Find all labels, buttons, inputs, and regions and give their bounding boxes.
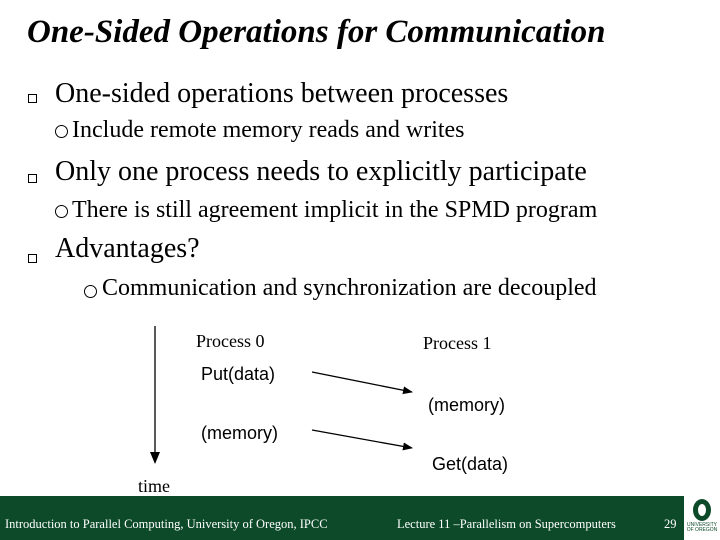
bullet-3: Advantages? bbox=[55, 233, 200, 264]
logo-text: UNIVERSITY OF OREGON bbox=[686, 522, 718, 533]
time-arrowhead-icon bbox=[150, 452, 160, 464]
slide-title: One-Sided Operations for Communication bbox=[27, 14, 606, 50]
get-arrow bbox=[312, 430, 412, 448]
bullet-1: One-sided operations between processes bbox=[55, 78, 509, 109]
bullet-2: Only one process needs to explicitly participate bbox=[55, 156, 587, 187]
sub-bullet-3: Communication and synchronization are decoupled bbox=[102, 275, 597, 301]
put-label: Put(data) bbox=[201, 364, 276, 384]
process-0-label: Process 0 bbox=[196, 331, 265, 351]
get-label: Get(data) bbox=[432, 454, 509, 474]
process-1-label: Process 1 bbox=[423, 333, 492, 353]
put-arrow bbox=[312, 372, 412, 392]
sub-bullet-2: There is still agreement implicit in the SPMD program bbox=[72, 197, 598, 223]
sub-bullet-1: Include remote memory reads and writes bbox=[72, 117, 465, 143]
footer-lecture: Lecture 11 –Parallelism on Supercomputers bbox=[397, 517, 616, 531]
footer-course: Introduction to Parallel Computing, University of Oregon, IPCC bbox=[5, 517, 328, 531]
oregon-o-icon bbox=[693, 499, 711, 521]
memory-right-label: (memory) bbox=[428, 395, 505, 415]
time-label: time bbox=[138, 476, 170, 496]
university-logo bbox=[684, 496, 720, 540]
page-number: 29 bbox=[664, 517, 677, 531]
memory-left-label: (memory) bbox=[201, 423, 278, 443]
